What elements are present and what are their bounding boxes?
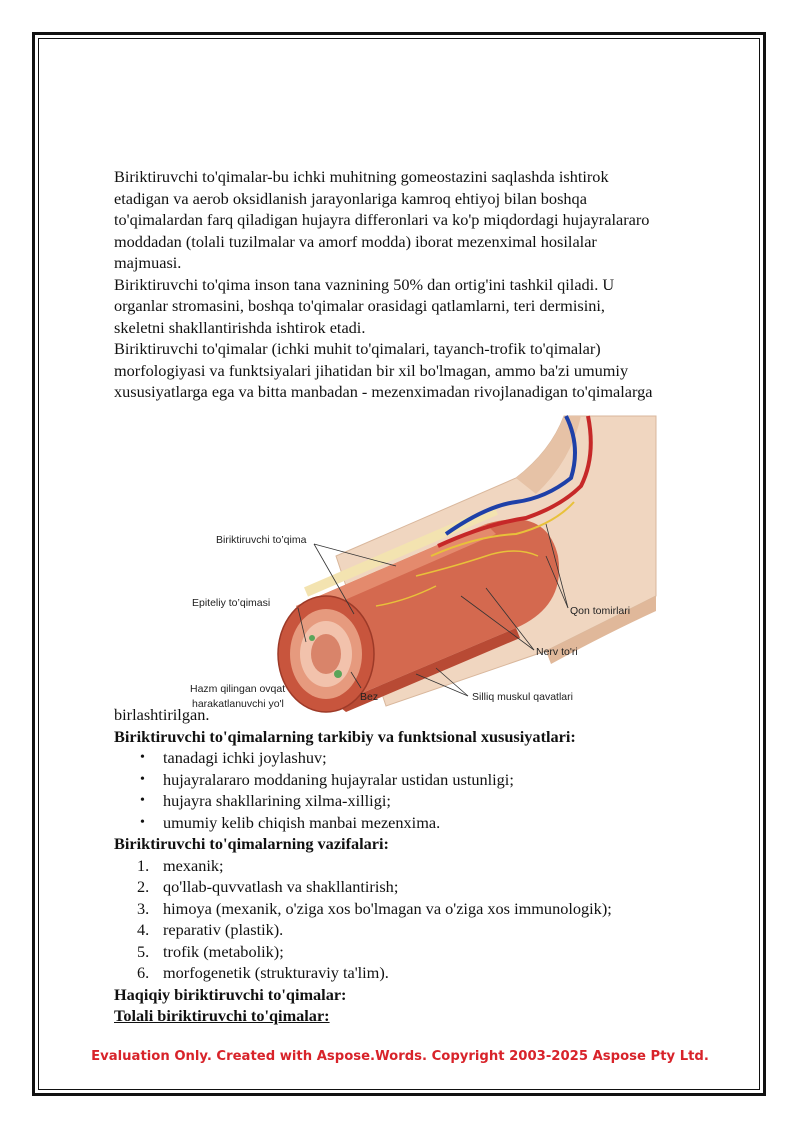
connective-tissue-illustration [186,406,670,722]
heading-true-connective: Haqiqiy biriktiruvchi to'qimalar: [114,984,347,1004]
text-line: to'qimalardan farq qiladigan hujayra differonlari va ko'p miqdordagi hujayralararo [114,210,650,229]
text-line: skeletni shakllantirishda ishtirok etadi. [114,317,366,337]
label-food-path-line1: Hazm qilingan ovqat [190,682,286,695]
document-body [114,166,744,1027]
label-smooth-muscle: Silliq muskul qavatlari [472,690,573,703]
bullet-icon: • [140,771,145,787]
text-line: birlashtirilgan. [114,705,210,724]
bullet-icon: • [140,793,145,808]
list-item: 5. trofik (metabolik); [137,941,284,961]
bullet-icon: • [140,750,145,765]
label-connective-tissue: Biriktiruvchi to’qima [216,533,307,546]
label-blood-vessels: Qon tomirlari [570,604,631,617]
label-gland: Bez [360,690,379,703]
heading-fibrous-connective: Tolali biriktiruvchi to'qimalar: [114,1006,330,1025]
list-item: 4. reparativ (plastik). [137,920,284,939]
evaluation-watermark: Evaluation Only. Created with Aspose.Words. Copyright 2003-2025 Aspose Pty Ltd. [91,1049,709,1064]
list-item: 3. himoya (mexanik, o'ziga xos bo'lmagan va o'ziga xos immunologik); [137,898,612,918]
third-paragraph [114,338,744,403]
bullet-icon: • [140,814,145,830]
heading-functions: Biriktiruvchi to'qimalarning vazifalari: [114,834,389,853]
label-nerve-net: Nerv to'ri [536,645,578,658]
list-item: • umumiy kelib chiqish manbai mezenxima. [140,812,441,832]
list-item: 6. morfogenetik (strukturaviy ta'lim). [137,963,389,982]
text-line: Biriktiruvchi to'qimalar (ichki muhit to'qimalari, tayanch-trofik to'qimalar) [114,339,601,358]
text-line: morfologiyasi va funktsiyalari jihatidan bir xil bo'lmagan, ammo ba'zi umumiy [114,360,629,380]
intro-paragraph [114,166,744,274]
text-line: organlar stromasini, boshqa to'qimalar orasidagi qatlamlarni, teri dermisini, [114,296,605,315]
text-line: Biriktiruvchi to'qimalar-bu ichki muhitning gomeostazini saqlashda ishtirok [114,167,609,186]
label-food-path-line2: harakatlanuvchi yo'l [192,697,284,710]
list-item: 2. qo'llab-quvvatlash va shakllantirish; [137,877,399,896]
heading-properties: Biriktiruvchi to'qimalarning tarkibiy va funktsional xususiyatlari: [114,726,576,746]
list-item: • hujayralararo moddaning hujayralar ustidan ustunligi; [140,769,514,789]
text-line: etadigan va aerob oksidlanish jarayonlariga kamroq ehtiyoj bilan boshqa [114,188,587,208]
second-paragraph [114,274,744,339]
text-line: xususiyatlarga ega va bitta manbadan - mezenximadan rivojlanadigan to'qimalarga [114,382,653,401]
text-line: Biriktiruvchi to'qima inson tana vaznining 50% dan ortig'ini tashkil qiladi. U [114,274,615,294]
text-line: moddadan (tolali tuzilmalar va amorf modda) iborat mezenximal hosilalar [114,231,597,251]
functions-list [114,855,744,984]
list-item: 1. mexanik; [137,855,224,875]
list-item: • tanadagi ichki joylashuv; [140,748,327,767]
figure-row [114,406,744,726]
properties-list [114,747,744,833]
text-line: majmuasi. [114,253,182,272]
label-epithelial-tissue: Epiteliy to’qimasi [192,596,271,609]
list-item: • hujayra shakllarining xilma-xilligi; [140,791,391,810]
